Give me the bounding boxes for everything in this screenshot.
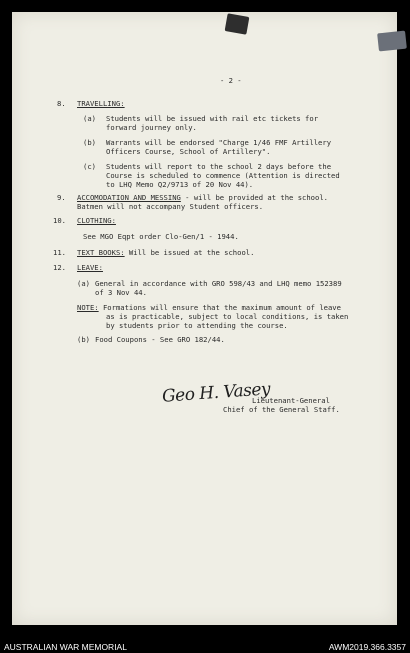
section-heading-text-books: TEXT BOOKS: <box>77 248 125 257</box>
handwritten-signature: Geo H. Vasey <box>161 379 271 407</box>
item-label: (a) <box>77 279 90 288</box>
item-text: to LHQ Memo Q2/9713 of 20 Nov 44). <box>106 180 254 189</box>
section-line <box>77 193 328 202</box>
section-text: Batmen will not accompany Student officers. <box>77 202 264 211</box>
section-heading-travelling: TRAVELLING: <box>77 99 125 108</box>
signatory-rank: Lieutenant-General <box>252 396 330 405</box>
signatory-title: Chief of the General Staff. <box>223 405 340 414</box>
section-text: - will be provided at the school. <box>180 193 328 202</box>
section-number: 12. <box>53 263 66 272</box>
item-label: (b) <box>83 138 96 147</box>
section-heading-clothing: CLOTHING: <box>77 216 116 225</box>
item-text: Warrants will be endorsed "Charge 1/46 FMF Artillery <box>106 138 332 147</box>
section-text: See MGO Eqpt order Clo-Gen/1 - 1944. <box>83 232 239 241</box>
note-text: Formations will ensure that the maximum amount of leave <box>98 303 341 312</box>
section-text: Will be issued at the school. <box>124 248 255 257</box>
tape-mark <box>225 13 250 35</box>
item-text: Course is scheduled to commence (Attention is directed <box>106 171 340 180</box>
note-text: by students prior to attending the course. <box>106 321 288 330</box>
item-text: Officers Course, School of Artillery". <box>106 147 271 156</box>
section-line <box>77 248 254 257</box>
section-number: 9. <box>57 193 66 202</box>
page-number: - 2 - <box>220 76 242 85</box>
item-label: (c) <box>83 162 96 171</box>
item-text: forward journey only. <box>106 123 197 132</box>
document-page <box>12 12 397 625</box>
note-label: NOTE: <box>77 303 99 312</box>
item-text: General in accordance with GRO 598/43 and LHQ memo 152389 <box>95 279 342 288</box>
note-line <box>77 303 341 312</box>
section-heading-accommodation: ACCOMODATION AND MESSING <box>77 193 181 202</box>
section-number: 11. <box>53 248 66 257</box>
tape-mark <box>377 31 407 52</box>
item-text: Students will be issued with rail etc tickets for <box>106 114 319 123</box>
footer-reference: AWM2019.366.3357 <box>328 642 406 652</box>
item-text: Students will report to the school 2 days before the <box>106 162 332 171</box>
section-number: 8. <box>57 99 66 108</box>
section-heading-leave: LEAVE: <box>77 263 103 272</box>
note-text: as is practicable, subject to local conditions, is taken <box>106 312 349 321</box>
footer-bar <box>0 641 410 653</box>
item-text: Food Coupons - See GRO 182/44. <box>95 335 225 344</box>
item-text: of 3 Nov 44. <box>95 288 147 297</box>
section-number: 10. <box>53 216 66 225</box>
item-label: (b) <box>77 335 90 344</box>
item-label: (a) <box>83 114 96 123</box>
footer-institution: AUSTRALIAN WAR MEMORIAL <box>4 642 127 652</box>
